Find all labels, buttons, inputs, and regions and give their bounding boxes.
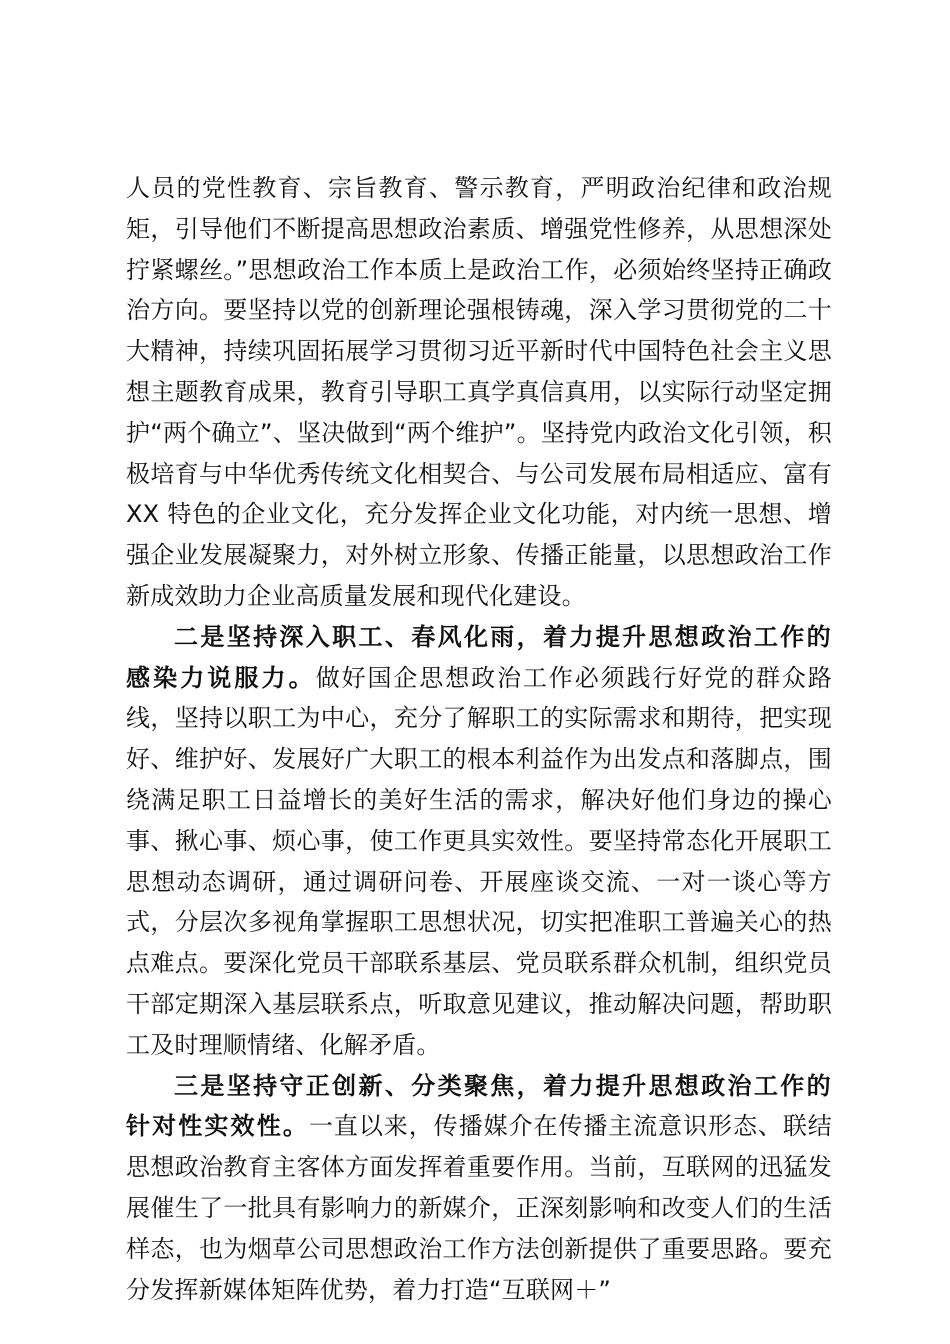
paragraph-2-lead: 二是坚持深入职工、春风化雨，着力提升思想政治工作的感染力说服力。 <box>126 621 832 692</box>
paragraph-2 <box>126 617 832 1066</box>
paragraph-1: 人员的党性教育、宗旨教育、警示教育，严明政治纪律和政治规矩，引导他们不断提高思想政治素质、增强党性修养，从思想深处拧紧螺丝。”思想政治工作本质上是政治工作，必须始终坚持正确政治方向。要坚持以党的创新理论强根铸魂，深入学习贯彻党的二十大精神，持续巩固拓展学习贯彻习近平新时代中国特色社会主义思想主题教育成果，教育引导职工真学真信真用，以实际行动坚定拥护“两个确立”、坚决做到“两个维护”。坚持党内政治文化引领，积极培育与中华优秀传统文化相契合、与公司发展布局相适应、富有 XX 特色的企业文化，充分发挥企业文化功能，对内统一思想、增强企业发展凝聚力，对外树立形象、传播正能量，以思想政治工作新成效助力企业高质量发展和现代化建设。 <box>126 174 832 610</box>
paragraph-3 <box>126 1066 832 1311</box>
document-body <box>126 168 832 1310</box>
paragraph-2-body: 做好国企思想政治工作必须践行好党的群众路线，坚持以职工为中心，充分了解职工的实际需求和期待，把实现好、维护好、发展好广大职工的根本利益作为出发点和落脚点，围绕满足职工日益增长的美好生活的需求，解决好他们身边的操心事、揪心事、烦心事，使工作更具实效性。要坚持常态化开展职工思想动态调研，通过调研问卷、开展座谈交流、一对一谈心等方式，分层次多视角掌握职工思想状况，切实把准职工普遍关心的热点难点。要深化党员干部联系基层、党员联系群众机制，组织党员干部定期深入基层联系点，听取意见建议，推动解决问题，帮助职工及时理顺情绪、化解矛盾。 <box>126 663 832 1059</box>
paragraph-3-body: 一直以来，传播媒介在传播主流意识形态、联结思想政治教育主客体方面发挥着重要作用。当前，互联网的迅猛发展催生了一批具有影响力的新媒介，正深刻影响和改变人们的生活样态，也为烟草公司思想政治工作方法创新提供了重要思路。要充分发挥新媒体矩阵优势，着力打造“互联网＋” <box>126 1112 832 1304</box>
paragraph-3-lead: 三是坚持守正创新、分类聚焦，着力提升思想政治工作的针对性实效性。 <box>126 1070 832 1141</box>
